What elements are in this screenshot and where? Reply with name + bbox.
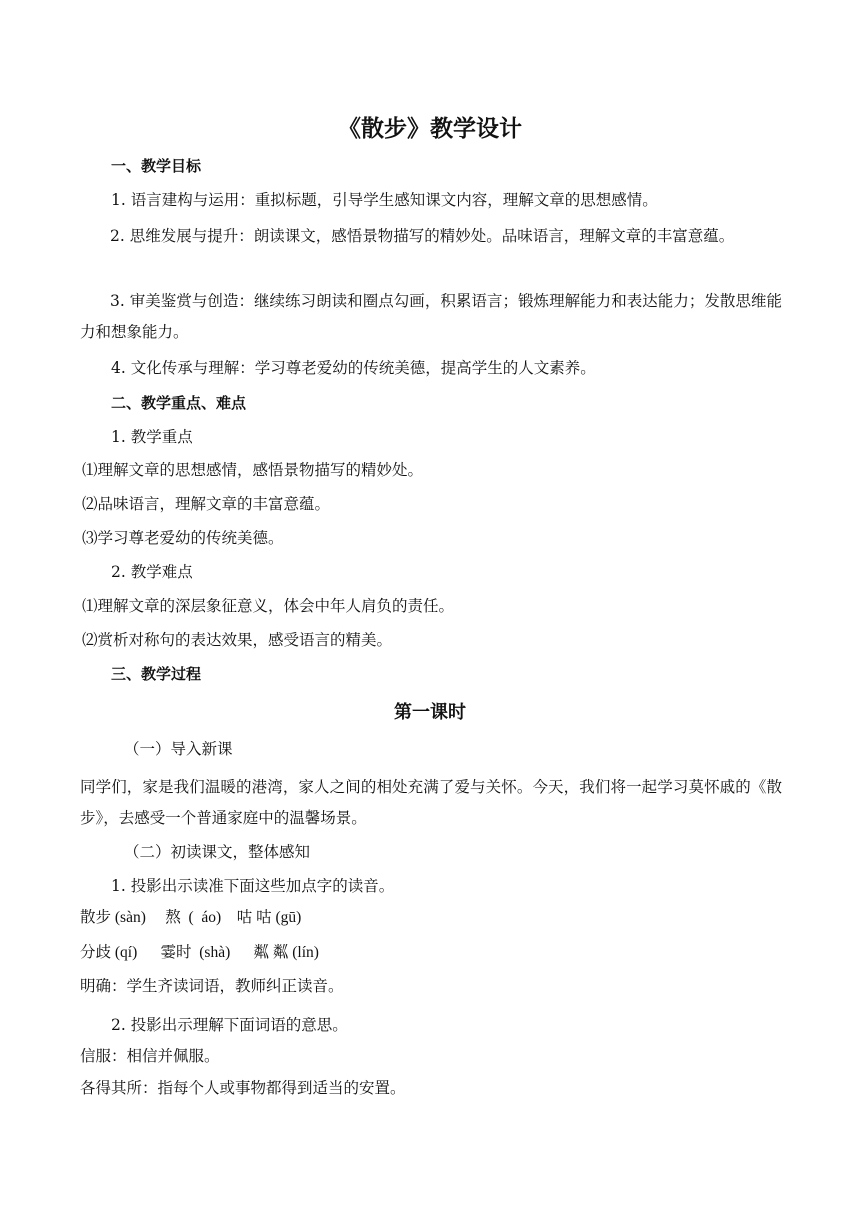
clarify-text: 明确：学生齐读词语，教师纠正读音。 — [80, 977, 344, 995]
section-heading-process: 三、教学过程 — [111, 665, 202, 683]
pinyin-row-2: 分歧 (qí) 霎时 (shà) 粼 粼 (lín) — [80, 944, 319, 961]
objective-item-4: 4. 文化传承与理解：学习尊老爱幼的传统美德，提高学生的人文素养。 — [111, 359, 596, 377]
section-heading-key-points: 二、教学重点、难点 — [111, 394, 247, 412]
part2-label: （二）初读课文，整体感知 — [124, 843, 311, 861]
key-points-label: 1. 教学重点 — [111, 428, 193, 446]
definition-1: 信服：相信并佩服。 — [80, 1047, 220, 1065]
objective-item-3: 3. 审美鉴赏与创造：继续练习朗读和圈点勾画，积累语言；锻炼理解能力和表达能力；发散思维能力和想象能力。 — [80, 292, 783, 341]
definition-2: 各得其所：指每个人或事物都得到适当的安置。 — [80, 1079, 406, 1097]
difficult-points-label: 2. 教学难点 — [111, 563, 193, 581]
objective-item-2: 2. 思维发展与提升：朗读课文，感悟景物描写的精妙处。品味语言，理解文章的丰富意蕴。 — [110, 227, 735, 245]
part1-text: 同学们，家是我们温暖的港湾，家人之间的相处充满了爱与关怀。今天，我们将一起学习莫怀戚的《散步》，去感受一个普通家庭中的温馨场景。 — [80, 778, 782, 827]
key-point-3: ⑶学习尊老爱幼的传统美德。 — [82, 529, 284, 547]
lesson-title: 第一课时 — [394, 702, 466, 723]
pinyin-row-1: 散步 (sàn) 熬 ( áo) 咕 咕 (gū) — [80, 909, 302, 926]
key-point-1: ⑴理解文章的思想感情，感悟景物描写的精妙处。 — [82, 461, 424, 479]
part1-label: （一）导入新课 — [124, 740, 233, 758]
section-heading-objectives: 一、教学目标 — [111, 157, 202, 175]
objective-item-1: 1. 语言建构与运用：重拟标题，引导学生感知课文内容，理解文章的思想感情。 — [111, 191, 658, 209]
step2-text: 2. 投影出示理解下面词语的意思。 — [111, 1016, 348, 1034]
difficult-point-2: ⑵赏析对称句的表达效果，感受语言的精美。 — [82, 631, 393, 649]
key-point-2: ⑵品味语言，理解文章的丰富意蕴。 — [82, 495, 331, 513]
document-title: 《散步》教学设计 — [338, 116, 522, 142]
difficult-point-1: ⑴理解文章的深层象征意义，体会中年人肩负的责任。 — [82, 597, 455, 615]
step1-text: 1. 投影出示读准下面这些加点字的读音。 — [111, 877, 395, 895]
